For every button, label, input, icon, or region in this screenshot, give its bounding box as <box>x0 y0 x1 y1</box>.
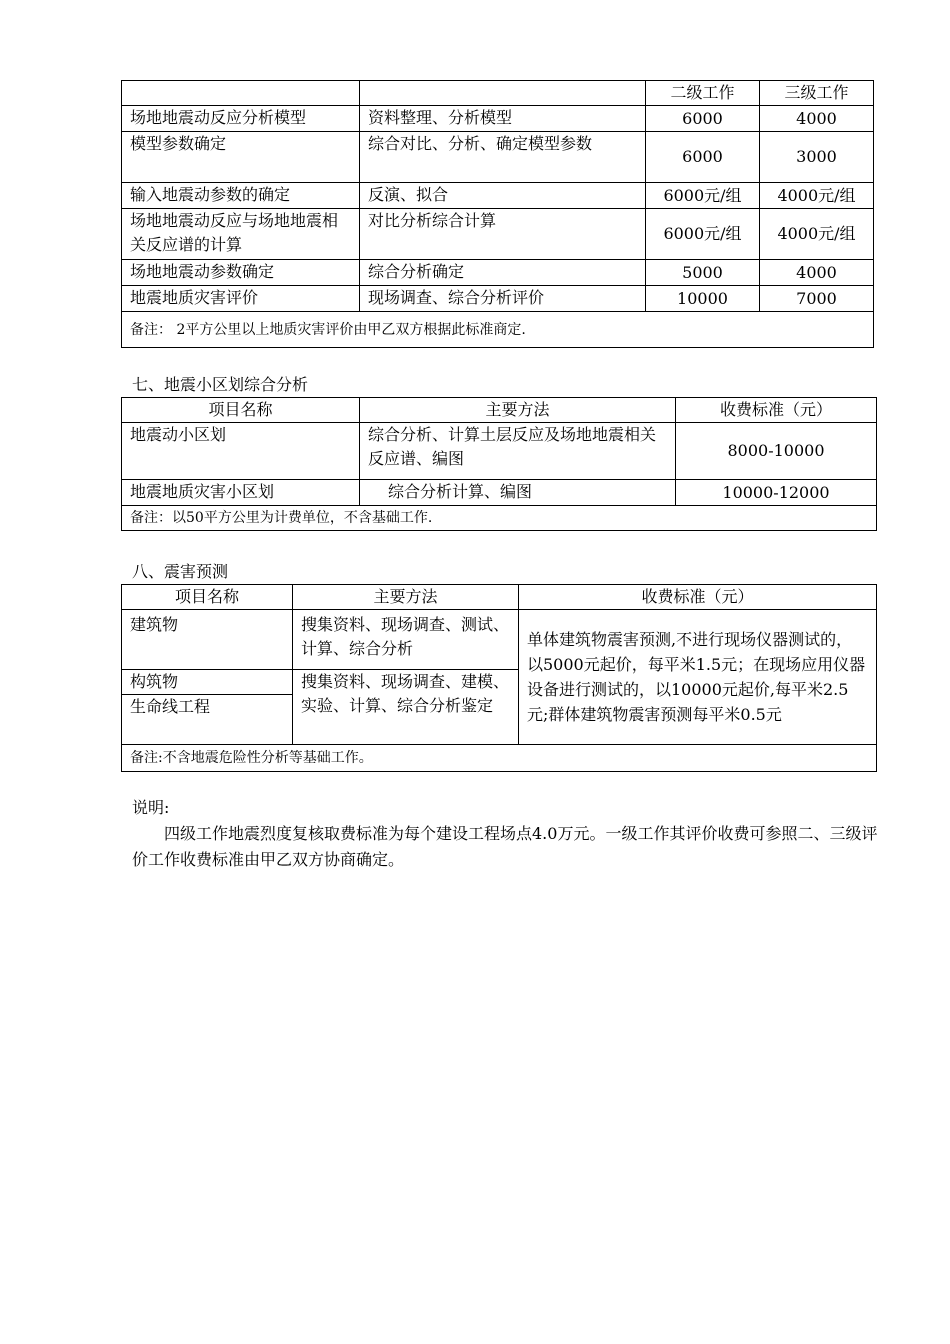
table-note: 备注：以50平方公里为计费单位，不含基础工作. <box>122 506 877 531</box>
item-name: 输入地震动参数的确定 <box>122 183 360 209</box>
table-row <box>122 480 877 506</box>
fee: 10000-12000 <box>676 480 877 506</box>
header-cell: 收费标准（元） <box>519 585 877 610</box>
method: 综合分析计算、编图 <box>360 480 676 506</box>
item-name: 生命线工程 <box>122 695 293 745</box>
method: 综合分析、计算土层反应及场地地震相关反应谱、编图 <box>360 423 676 480</box>
table-note: 备注： 2平方公里以上地质灾害评价由甲乙双方根据此标准商定. <box>122 312 874 348</box>
fee-level-2: 10000 <box>646 286 760 312</box>
fee-level-2: 6000 <box>646 132 760 183</box>
item-name: 构筑物 <box>122 670 293 695</box>
fee-level-2: 6000元/组 <box>646 209 760 260</box>
table-row <box>122 260 874 286</box>
method: 综合对比、分析、确定模型参数 <box>360 132 646 183</box>
method: 现场调查、综合分析评价 <box>360 286 646 312</box>
header-cell: 二级工作 <box>646 81 760 106</box>
method: 反演、拟合 <box>360 183 646 209</box>
explanation-title: 说明: <box>132 798 170 817</box>
table-header-row <box>122 81 874 106</box>
table-row <box>122 423 877 480</box>
table-row <box>122 106 874 132</box>
method: 对比分析综合计算 <box>360 209 646 260</box>
table-header-row <box>122 585 877 610</box>
table-row <box>122 209 874 260</box>
item-name: 模型参数确定 <box>122 132 360 183</box>
header-cell <box>122 81 360 106</box>
table-row <box>122 183 874 209</box>
method: 资料整理、分析模型 <box>360 106 646 132</box>
fee-level-2: 6000元/组 <box>646 183 760 209</box>
damage-prediction-fee-table <box>121 584 877 772</box>
item-name: 建筑物 <box>122 610 293 670</box>
table-note-row <box>122 506 877 531</box>
fee-level-3: 7000 <box>760 286 874 312</box>
section-title: 七、地震小区划综合分析 <box>132 375 309 394</box>
fee-level-2: 5000 <box>646 260 760 286</box>
explanation-body: 四级工作地震烈度复核取费标准为每个建设工程场点4.0万元。一级工作其评价收费可参照二、三级评价工作收费标准由甲乙双方协商确定。 <box>132 824 878 869</box>
item-name: 场地地震动反应分析模型 <box>122 106 360 132</box>
table-note-row <box>122 745 877 772</box>
fee-level-2: 6000 <box>646 106 760 132</box>
item-name: 地震地质灾害小区划 <box>122 480 360 506</box>
table-row <box>122 286 874 312</box>
table-note-row <box>122 312 874 348</box>
fee-description: 单体建筑物震害预测,不进行现场仪器测试的，以5000元起价，每平米1.5元；在现场应用仪器设备进行测试的，以10000元起价,每平米2.5元;群体建筑物震害预测每平米0.5元 <box>519 610 877 745</box>
header-cell: 收费标准（元） <box>676 398 877 423</box>
fee-level-3: 4000元/组 <box>760 183 874 209</box>
fee-level-3: 4000 <box>760 106 874 132</box>
fee-level-3: 4000元/组 <box>760 209 874 260</box>
header-cell: 主要方法 <box>293 585 519 610</box>
header-cell: 三级工作 <box>760 81 874 106</box>
header-cell: 主要方法 <box>360 398 676 423</box>
method: 搜集资料、现场调查、测试、计算、综合分析 <box>293 610 519 670</box>
table-row <box>122 610 877 670</box>
fee-level-3: 3000 <box>760 132 874 183</box>
item-name: 场地地震动参数确定 <box>122 260 360 286</box>
fee-level-3: 4000 <box>760 260 874 286</box>
fee-table-continued <box>121 80 874 348</box>
header-cell: 项目名称 <box>122 398 360 423</box>
microzonation-fee-table <box>121 397 877 531</box>
method: 综合分析确定 <box>360 260 646 286</box>
fee: 8000-10000 <box>676 423 877 480</box>
header-cell: 项目名称 <box>122 585 293 610</box>
table-note: 备注:不含地震危险性分析等基础工作。 <box>122 745 877 772</box>
header-cell <box>360 81 646 106</box>
method: 搜集资料、现场调查、建模、实验、计算、综合分析鉴定 <box>293 670 519 745</box>
item-name: 地震动小区划 <box>122 423 360 480</box>
table-header-row <box>122 398 877 423</box>
item-name: 地震地质灾害评价 <box>122 286 360 312</box>
item-name: 场地地震动反应与场地地震相关反应谱的计算 <box>122 209 360 260</box>
section-title: 八、震害预测 <box>132 562 229 581</box>
table-row <box>122 132 874 183</box>
